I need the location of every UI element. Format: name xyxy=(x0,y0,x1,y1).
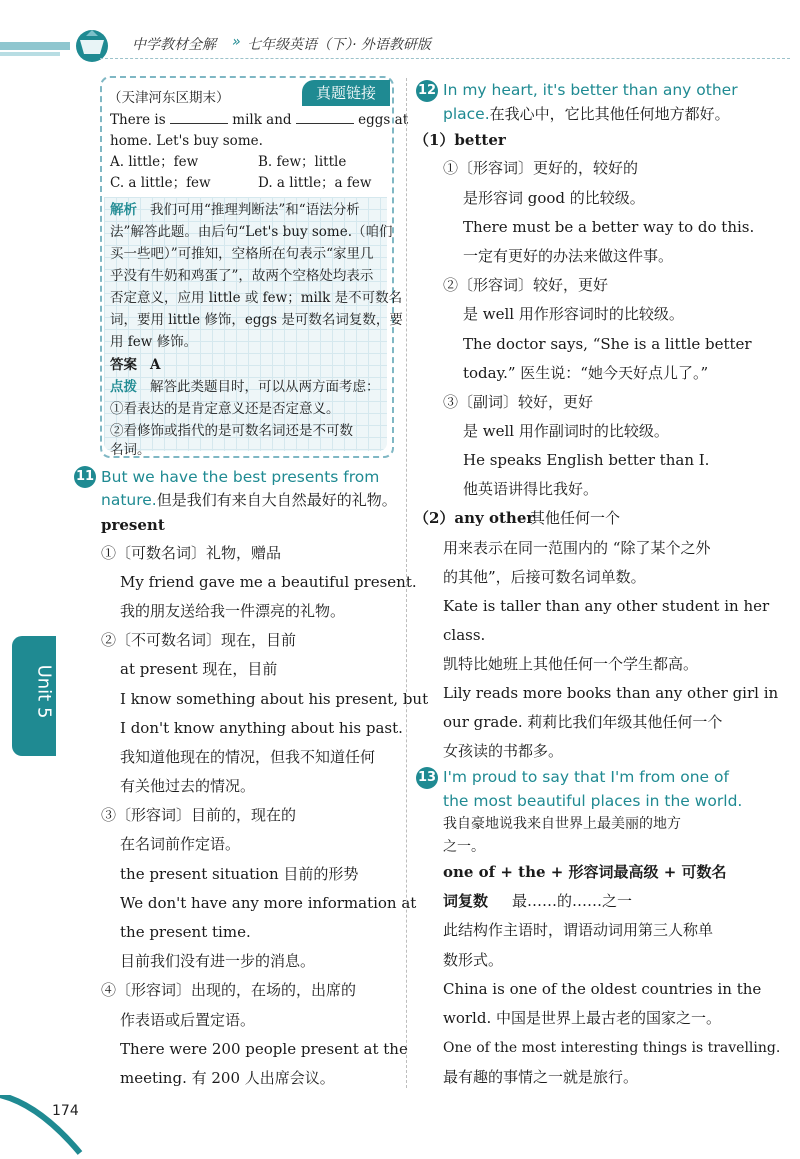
page-number: 174 xyxy=(52,1103,79,1119)
item11-headword: present xyxy=(101,516,165,534)
item12-line: our grade. 莉莉比我们年级其他任何一个 xyxy=(443,713,723,731)
analysis-line: 乎没有牛奶和鸡蛋了”，故两个空格处均表示 xyxy=(110,268,374,284)
item13-line: 最有趣的事情之一就是旅行。 xyxy=(443,1068,639,1086)
item13-line: 数形式。 xyxy=(443,951,504,969)
item13-sentence-line1: I'm proud to say that I'm from one of xyxy=(443,768,729,786)
item12-line: class. xyxy=(443,626,486,644)
item11-line: My friend gave me a beautiful present. xyxy=(120,573,417,591)
item11-line: 在名词前作定语。 xyxy=(120,835,241,853)
item11-line: meeting. 有 200 人出席会议。 xyxy=(120,1069,335,1087)
item11-line: ③〔形容词〕目前的，现在的 xyxy=(101,806,297,824)
answer-value: A xyxy=(150,357,161,373)
item12-line: 女孩读的书都多。 xyxy=(443,742,564,760)
exam-question-line2: home. Let's buy some. xyxy=(110,133,263,149)
item11-line: 我的朋友送给我一件漂亮的礼物。 xyxy=(120,602,346,620)
item13-line: 此结构作主语时，谓语动词用第三人称单 xyxy=(443,921,714,939)
item12-line: 的其他”，后接可数名词单数。 xyxy=(443,568,646,586)
item12-line: He speaks English better than I. xyxy=(463,451,710,469)
column-divider xyxy=(406,78,407,1088)
item13-pattern-line2: 词复数 xyxy=(443,892,489,910)
item11-sentence-line1: But we have the best presents from xyxy=(101,468,380,486)
item12-line: Kate is taller than any other student in her xyxy=(443,597,770,615)
exam-tag: 真题链接 xyxy=(302,80,390,106)
item11-line: I don't know anything about his past. xyxy=(120,719,403,737)
item11-sentence-line2: nature.但是我们有来自大自然最好的礼物。 xyxy=(101,491,397,509)
item12-sub1-label: （1）better xyxy=(414,131,506,149)
tip-line: 解答此类题目时，可以从两方面考虑： xyxy=(150,379,380,395)
tip-label: 点拨 xyxy=(110,379,137,395)
exam-source: （天津河东区期末） xyxy=(108,90,230,106)
item12-line: 是形容词 good 的比较级。 xyxy=(463,189,645,207)
item11-line: the present situation 目前的形势 xyxy=(120,865,359,883)
item-number-badge: 13 xyxy=(416,767,438,789)
item13-pattern-meaning: 最……的……之一 xyxy=(512,892,633,910)
item13-translation-line2: 之一。 xyxy=(443,839,485,855)
item11-line: ④〔形容词〕出现的，在场的，出席的 xyxy=(101,981,357,999)
header-separator-icon: » xyxy=(232,34,241,50)
analysis-line: 买一些吧）”可推知，空格所在句表示“家里几 xyxy=(110,246,374,262)
item12-line: today.” 医生说：“她今天好点儿了。” xyxy=(463,364,709,382)
exam-option-a: A. little；few xyxy=(110,154,199,170)
item12-line: Lily reads more books than any other girl in xyxy=(443,684,779,702)
exam-option-b: B. few；little xyxy=(258,154,347,170)
analysis-label: 解析 xyxy=(110,202,137,218)
item11-line: 有关他过去的情况。 xyxy=(120,777,256,795)
item-number-badge: 12 xyxy=(416,80,438,102)
answer-label: 答案 xyxy=(110,357,137,373)
item12-sub2-meaning: 其他任何一个 xyxy=(530,509,621,527)
analysis-line: 用 few 修饰。 xyxy=(110,334,198,350)
item11-line: There were 200 people present at the xyxy=(120,1040,408,1058)
item12-line: ③〔副词〕较好，更好 xyxy=(443,393,594,411)
item11-line: the present time. xyxy=(120,923,251,941)
item11-line: 我知道他现在的情况，但我不知道任何 xyxy=(120,748,376,766)
header-rule xyxy=(100,58,790,59)
analysis-line: 法”解答此题。由后句“Let's buy some.（咱们 xyxy=(110,224,393,240)
item12-line: 一定有更好的办法来做这件事。 xyxy=(463,247,674,265)
header-subject: 七年级英语（下）· 外语教研版 xyxy=(247,37,431,53)
item11-line: ②〔不可数名词〕现在，目前 xyxy=(101,631,297,649)
item13-pattern-line1: one of + the + 形容词最高级 + 可数名 xyxy=(443,863,727,881)
item12-line: 是 well 用作副词时的比较级。 xyxy=(463,422,669,440)
tip-line: ②看修饰或指代的是可数名词还是不可数 xyxy=(110,423,353,439)
item12-line: 是 well 用作形容词时的比较级。 xyxy=(463,305,684,323)
item12-line: 用来表示在同一范围内的 “除了某个之外 xyxy=(443,539,711,557)
item13-line: world. 中国是世界上最古老的国家之一。 xyxy=(443,1009,721,1027)
item12-line: ②〔形容词〕较好，更好 xyxy=(443,276,609,294)
item11-line: I know something about his present, but xyxy=(120,690,429,708)
item11-line: at present 现在，目前 xyxy=(120,660,278,678)
item12-line: The doctor says, “She is a little better xyxy=(463,335,752,353)
item11-line: ①〔可数名词〕礼物，赠品 xyxy=(101,544,282,562)
item12-line: There must be a better way to do this. xyxy=(463,218,755,236)
item-number-badge: 11 xyxy=(74,466,96,488)
item11-line: 目前我们没有进一步的消息。 xyxy=(120,952,316,970)
exam-option-d: D. a little；a few xyxy=(258,175,372,191)
tip-line: ①看表达的是肯定意义还是否定意义。 xyxy=(110,401,340,417)
unit-tab xyxy=(12,636,56,756)
item11-line: 作表语或后置定语。 xyxy=(120,1011,256,1029)
item13-line: One of the most interesting things is travelling. xyxy=(443,1040,781,1056)
analysis-line: 我们可用“推理判断法”和“语法分析 xyxy=(150,202,360,218)
unit-tab-label: Unit 5 xyxy=(33,664,55,719)
exam-question-line1: There is milk and eggs at xyxy=(110,112,409,128)
item13-line: China is one of the oldest countries in the xyxy=(443,980,762,998)
item13-translation-line1: 我自豪地说我来自世界上最美丽的地方 xyxy=(443,816,681,832)
item12-line: 凯特比她班上其他任何一个学生都高。 xyxy=(443,655,699,673)
item11-line: We don't have any more information at xyxy=(120,894,417,912)
header-book-title: 中学教材全解 xyxy=(132,37,216,53)
exam-option-c: C. a little；few xyxy=(110,175,211,191)
tip-line: 名词。 xyxy=(110,442,151,458)
item12-line: 他英语讲得比我好。 xyxy=(463,480,599,498)
item13-sentence-line2: the most beautiful places in the world. xyxy=(443,792,743,810)
analysis-line: 词，要用 little 修饰，eggs 是可数名词复数，要 xyxy=(110,312,403,328)
analysis-line: 否定意义，应用 little 或 few；milk 是不可数名 xyxy=(110,290,403,306)
item12-sentence-line2: place.在我心中，它比其他任何地方都好。 xyxy=(443,105,730,123)
item12-line: ①〔形容词〕更好的，较好的 xyxy=(443,159,639,177)
item12-sub2-label: （2）any other xyxy=(414,509,535,527)
item12-sentence-line1: In my heart, it's better than any other xyxy=(443,81,738,99)
